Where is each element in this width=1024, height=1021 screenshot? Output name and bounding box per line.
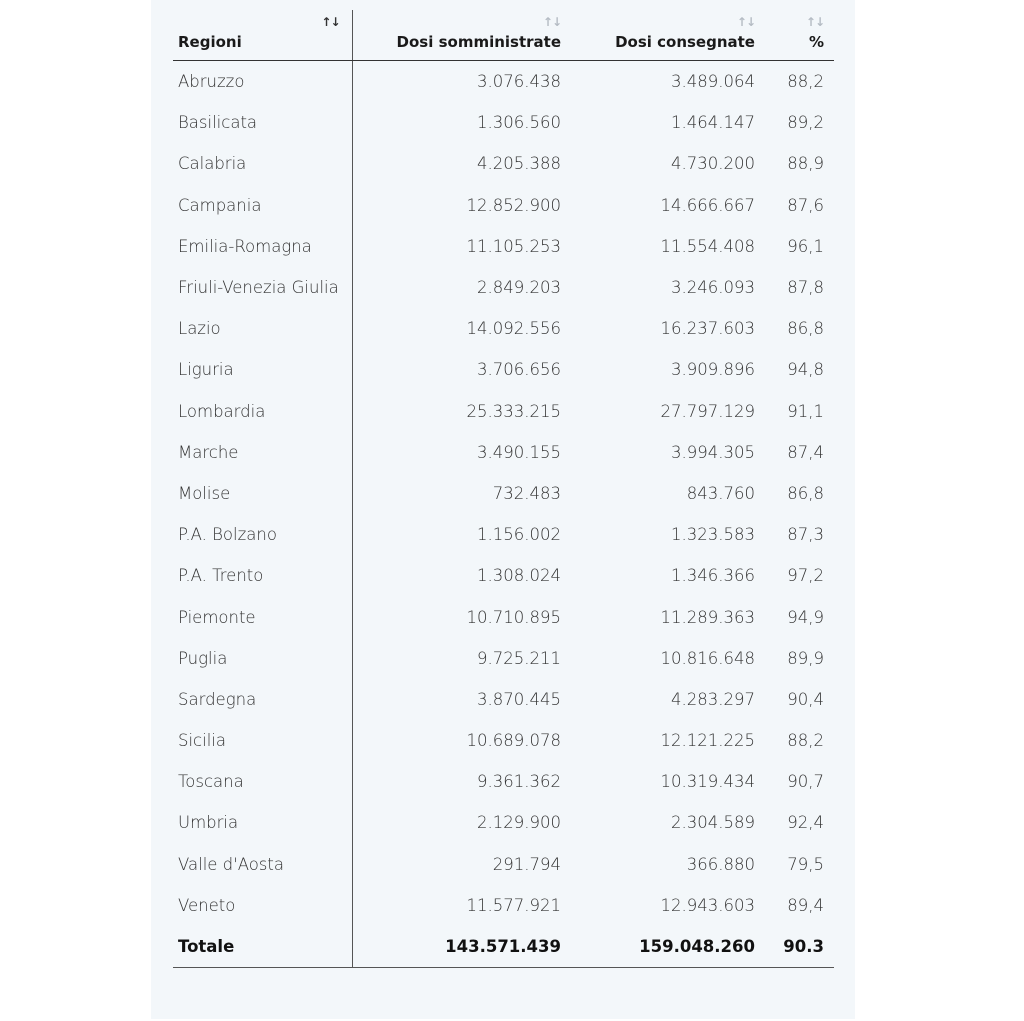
- cell-percent: 88,9: [787, 154, 824, 174]
- cell-consegnate: 12.943.603: [660, 895, 755, 915]
- cell-region: Umbria: [173, 802, 352, 843]
- cell-region: P.A. Bolzano: [173, 514, 352, 555]
- cell-consegnate: 3.994.305: [671, 442, 755, 462]
- cell-region: Puglia: [173, 638, 352, 679]
- column-header-label: Dosi somministrate: [396, 33, 561, 51]
- table-row: [173, 761, 834, 802]
- cell-percent: 87,8: [787, 278, 824, 298]
- table-row: [173, 885, 834, 926]
- cell-consegnate: 2.304.589: [671, 813, 755, 833]
- cell-somministrate: 3.870.445: [477, 689, 561, 709]
- cell-region: Liguria: [173, 349, 352, 390]
- cell-somministrate: 12.852.900: [466, 195, 561, 215]
- table-row: [173, 267, 834, 308]
- table-row: [173, 349, 834, 390]
- cell-percent: 89,9: [787, 648, 824, 668]
- cell-consegnate: 14.666.667: [660, 195, 755, 215]
- cell-region: Toscana: [173, 761, 352, 802]
- cell-region: Marche: [173, 432, 352, 473]
- column-header-region[interactable]: [173, 10, 352, 61]
- cell-percent: 92,4: [787, 813, 824, 833]
- cell-percent: 87,4: [787, 442, 824, 462]
- column-header-percent[interactable]: [765, 10, 834, 61]
- cell-somministrate: 11.577.921: [466, 895, 561, 915]
- cell-somministrate: 25.333.215: [466, 401, 561, 421]
- table-row: [173, 555, 834, 596]
- cell-consegnate: 11.554.408: [660, 236, 755, 256]
- cell-percent: 88,2: [787, 731, 824, 751]
- cell-region: Sardegna: [173, 679, 352, 720]
- cell-consegnate: 843.760: [686, 483, 755, 503]
- column-header-label: Dosi consegnate: [615, 33, 755, 51]
- cell-percent: 87,3: [787, 525, 824, 545]
- cell-region: Calabria: [173, 143, 352, 184]
- cell-consegnate: 27.797.129: [660, 401, 755, 421]
- cell-consegnate: 1.323.583: [671, 525, 755, 545]
- cell-consegnate: 16.237.603: [660, 319, 755, 339]
- cell-consegnate: 4.283.297: [671, 689, 755, 709]
- cell-consegnate: 11.289.363: [660, 607, 755, 627]
- sort-arrows-icon[interactable]: ↑↓: [736, 15, 755, 29]
- cell-consegnate: 366.880: [686, 854, 755, 874]
- table-row: [173, 432, 834, 473]
- table-row: [173, 391, 834, 432]
- cell-region: Molise: [173, 473, 352, 514]
- table-row: [173, 720, 834, 761]
- cell-somministrate: 1.156.002: [477, 525, 561, 545]
- cell-somministrate: 9.725.211: [477, 648, 561, 668]
- table-row: [173, 102, 834, 143]
- cell-somministrate: 10.689.078: [466, 731, 561, 751]
- cell-region: Lombardia: [173, 391, 352, 432]
- cell-percent: 97,2: [787, 566, 824, 586]
- cell-somministrate: 4.205.388: [477, 154, 561, 174]
- table-footer: [173, 926, 834, 968]
- table-row: [173, 514, 834, 555]
- cell-somministrate: 10.710.895: [466, 607, 561, 627]
- total-percent: 90.3: [765, 926, 834, 968]
- table-row: [173, 802, 834, 843]
- cell-percent: 89,2: [787, 113, 824, 133]
- cell-somministrate: 11.105.253: [466, 236, 561, 256]
- cell-somministrate: 14.092.556: [466, 319, 561, 339]
- cell-consegnate: 1.346.366: [671, 566, 755, 586]
- cell-region: Valle d'Aosta: [173, 844, 352, 885]
- cell-consegnate: 4.730.200: [671, 154, 755, 174]
- cell-somministrate: 291.794: [492, 854, 561, 874]
- cell-somministrate: 732.483: [492, 483, 561, 503]
- sort-arrows-icon[interactable]: ↑↓: [542, 15, 561, 29]
- cell-region: Campania: [173, 185, 352, 226]
- sort-arrows-icon[interactable]: ↑↓: [805, 15, 824, 29]
- cell-consegnate: 3.246.093: [671, 278, 755, 298]
- cell-region: Basilicata: [173, 102, 352, 143]
- cell-consegnate: 3.909.896: [671, 360, 755, 380]
- cell-consegnate: 12.121.225: [660, 731, 755, 751]
- cell-percent: 89,4: [787, 895, 824, 915]
- table-row: [173, 844, 834, 885]
- cell-consegnate: 1.464.147: [671, 113, 755, 133]
- cell-somministrate: 3.490.155: [477, 442, 561, 462]
- cell-percent: 86,8: [787, 319, 824, 339]
- cell-region: P.A. Trento: [173, 555, 352, 596]
- cell-consegnate: 10.816.648: [660, 648, 755, 668]
- cell-consegnate: 3.489.064: [671, 72, 755, 92]
- cell-somministrate: 9.361.362: [477, 772, 561, 792]
- total-consegnate: 159.048.260: [571, 926, 765, 968]
- cell-region: Abruzzo: [173, 61, 352, 103]
- column-header-label: Regioni: [178, 33, 242, 51]
- table-row: [173, 308, 834, 349]
- cell-somministrate: 2.129.900: [477, 813, 561, 833]
- cell-somministrate: 1.308.024: [477, 566, 561, 586]
- table-row: [173, 596, 834, 637]
- cell-region: Piemonte: [173, 596, 352, 637]
- cell-region: Friuli-Venezia Giulia: [173, 267, 352, 308]
- table-row: [173, 61, 834, 103]
- vaccine-doses-table: [173, 10, 834, 968]
- cell-region: Lazio: [173, 308, 352, 349]
- cell-percent: 96,1: [787, 236, 824, 256]
- cell-somministrate: 1.306.560: [477, 113, 561, 133]
- total-row: [173, 926, 834, 968]
- cell-region: Veneto: [173, 885, 352, 926]
- table-row: [173, 679, 834, 720]
- cell-percent: 87,6: [787, 195, 824, 215]
- cell-percent: 79,5: [787, 854, 824, 874]
- table-row: [173, 185, 834, 226]
- cell-somministrate: 3.706.656: [477, 360, 561, 380]
- cell-percent: 91,1: [787, 401, 824, 421]
- cell-somministrate: 2.849.203: [477, 278, 561, 298]
- table-row: [173, 143, 834, 184]
- header-row: [173, 10, 834, 61]
- cell-percent: 90,7: [787, 772, 824, 792]
- sort-arrows-icon[interactable]: ↑↓: [321, 15, 340, 29]
- column-header-label: %: [808, 33, 824, 51]
- table-body: [173, 61, 834, 926]
- cell-region: Emilia-Romagna: [173, 226, 352, 267]
- cell-percent: 94,8: [787, 360, 824, 380]
- table-row: [173, 638, 834, 679]
- table-row: [173, 226, 834, 267]
- column-header-somministrate[interactable]: [352, 10, 571, 61]
- total-label: Totale: [173, 926, 352, 968]
- column-header-consegnate[interactable]: [571, 10, 765, 61]
- cell-percent: 94,9: [787, 607, 824, 627]
- table-row: [173, 473, 834, 514]
- cell-percent: 90,4: [787, 689, 824, 709]
- cell-region: Sicilia: [173, 720, 352, 761]
- cell-percent: 88,2: [787, 72, 824, 92]
- cell-somministrate: 3.076.438: [477, 72, 561, 92]
- cell-percent: 86,8: [787, 483, 824, 503]
- cell-consegnate: 10.319.434: [660, 772, 755, 792]
- total-somministrate: 143.571.439: [352, 926, 571, 968]
- table-header: [173, 10, 834, 61]
